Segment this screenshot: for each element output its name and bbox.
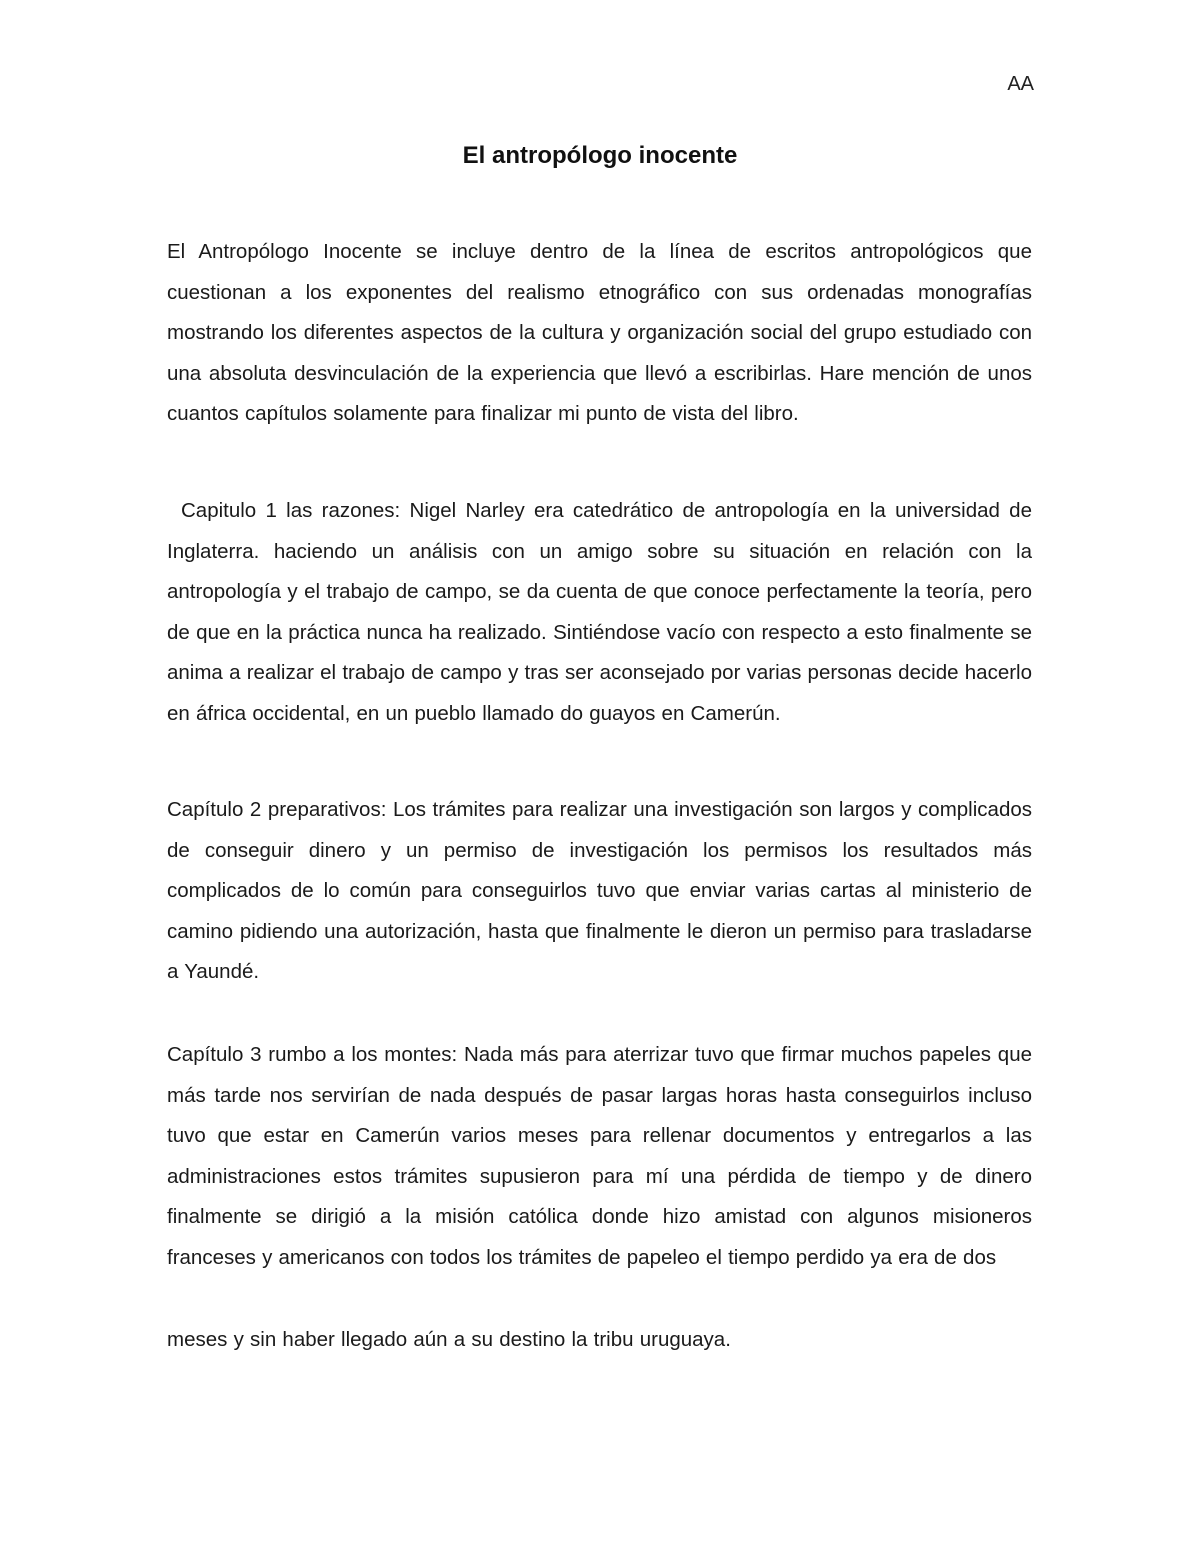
header-initials: AA <box>1007 73 1034 95</box>
paragraph-chapter-1: Capitulo 1 las razones: Nigel Narley era catedrático de antropología en la universidad de Inglaterra. haciendo un análisis con un amigo sobre su situación en relación con la antropología y el trabajo de campo, se da cuenta de que conoce perfectamente la teoría, pero de que en la práctica nunca ha realizado. Sintiéndose vacío con respecto a esto finalmente se anima a realizar el trabajo de campo y tras ser aconsejado por varias personas decide hacerlo en áfrica occidental, en un pueblo llamado do guayos en Camerún. <box>167 499 1032 725</box>
paragraph-chapter-3: Capítulo 3 rumbo a los montes: Nada más para aterrizar tuvo que firmar muchos papeles que más tarde nos servirían de nada después de pasar largas horas hasta conseguirlos incluso tuvo que estar en Camerún varios meses para rellenar documentos y entregarlos a las administraciones estos trámites supusieron para mí una pérdida de tiempo y de dinero finalmente se dirigió a la misión católica donde hizo amistad con algunos misioneros franceses y americanos con todos los trámites de papeleo el tiempo perdido ya era de dos <box>167 1043 1032 1269</box>
paragraph-intro: El Antropólogo Inocente se incluye dentro de la línea de escritos antropológicos que cuestionan a los exponentes del realismo etnográfico con sus ordenadas monografías mostrando los diferentes aspectos de la cultura y organización social del grupo estudiado con una absoluta desvinculación de la experiencia que llevó a escribirlas. Hare mención de unos cuantos capítulos solamente para finalizar mi punto de vista del libro. <box>167 240 1032 426</box>
paragraph-chapter-2: Capítulo 2 preparativos: Los trámites para realizar una investigación son largos y complicados de conseguir dinero y un permiso de investigación los permisos los resultados más complicados de lo común para conseguirlos tuvo que enviar varias cartas al ministerio de camino pidiendo una autorización, hasta que finalmente le dieron un permiso para trasladarse a Yaundé. <box>167 798 1032 984</box>
document-title: El antropólogo inocente <box>462 142 738 169</box>
paragraph-chapter-3-continuation: meses y sin haber llegado aún a su destino la tribu uruguaya. <box>167 1328 731 1351</box>
